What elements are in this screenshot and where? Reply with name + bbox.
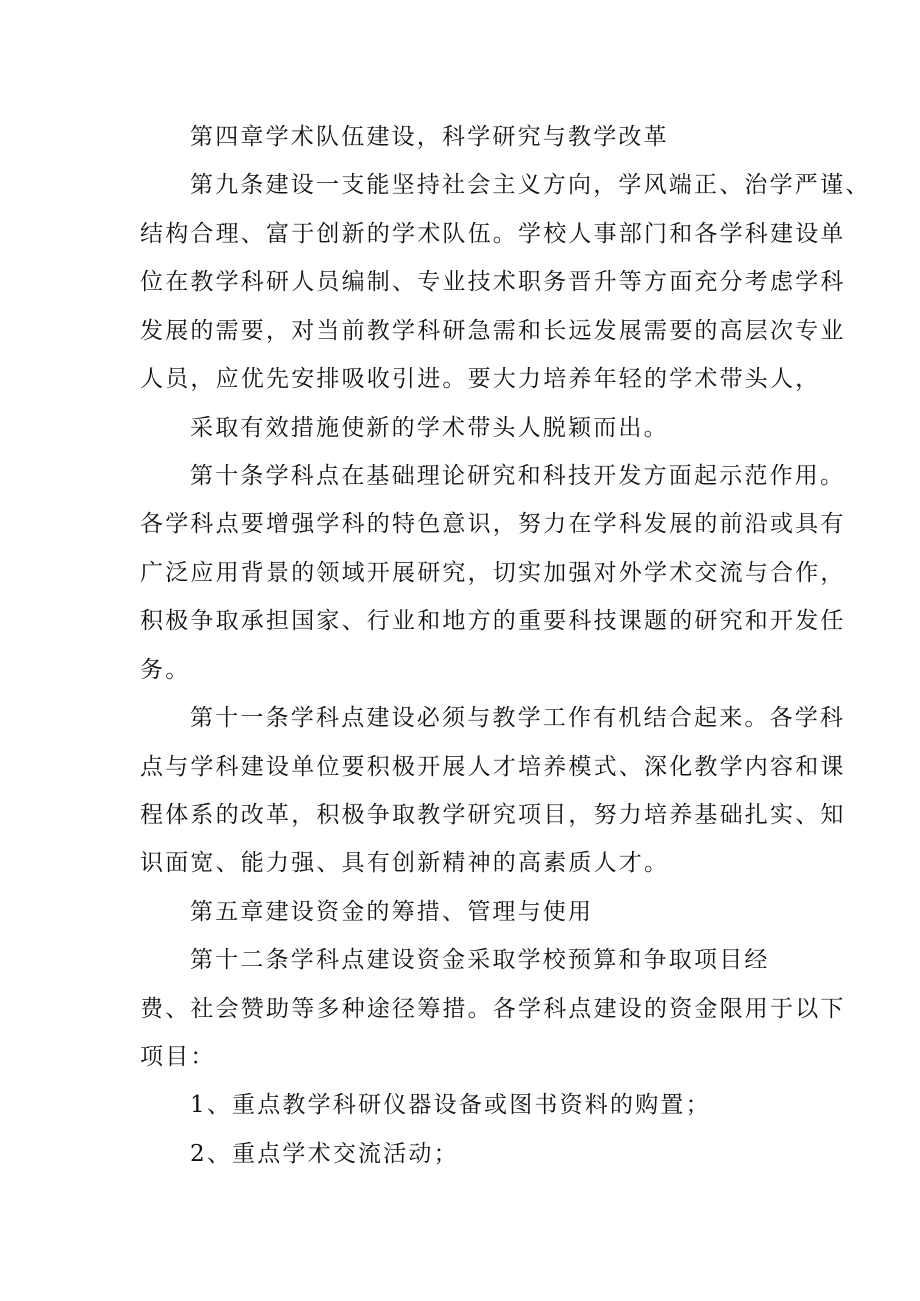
paragraph-line: 务。: [140, 657, 191, 683]
paragraph-line: 识面宽、能力强、具有创新精神的高素质人才。: [140, 850, 670, 876]
paragraph-line: 第九条建设一支能坚持社会主义方向，学风端正、治学严谨、: [190, 172, 871, 198]
chapter-heading: 第五章建设资金的筹措、管理与使用: [190, 899, 594, 925]
paragraph-line: 点与学科建设单位要积极开展人才培养模式、深化教学内容和课: [140, 754, 846, 780]
chapter-heading: 第四章学术队伍建设，科学研究与教学改革: [190, 124, 669, 150]
list-item: 2、重点学术交流活动；: [190, 1141, 459, 1167]
paragraph-line: 第十二条学科点建设资金采取学校预算和争取项目经: [190, 947, 770, 973]
paragraph-line: 第十条学科点在基础理论研究和科技开发方面起示范作用。: [190, 463, 846, 489]
paragraph-line: 采取有效措施使新的学术带头人脱颖而出。: [190, 415, 669, 441]
paragraph-line: 广泛应用背景的领域开展研究，切实加强对外学术交流与合作，: [140, 560, 846, 586]
paragraph-line: 第十一条学科点建设必须与教学工作有机结合起来。各学科: [190, 705, 846, 731]
paragraph-line: 费、社会赞助等多种途径筹措。各学科点建设的资金限用于以下: [140, 996, 846, 1022]
paragraph-line: 项目：: [140, 1044, 216, 1070]
paragraph-line: 各学科点要增强学科的特色意识，努力在学科发展的前沿或具有: [140, 511, 846, 537]
paragraph-line: 程体系的改革，积极争取教学研究项目，努力培养基础扎实、知: [140, 802, 846, 828]
paragraph-line: 积极争取承担国家、行业和地方的重要科技课题的研究和开发任: [140, 608, 846, 634]
paragraph-line: 发展的需要，对当前教学科研急需和长远发展需要的高层次专业: [140, 318, 846, 344]
list-item: 1、重点教学科研仪器设备或图书资料的购置；: [190, 1092, 711, 1118]
paragraph-line: 人员，应优先安排吸收引进。要大力培养年轻的学术带头人，: [140, 366, 821, 392]
paragraph-line: 结构合理、富于创新的学术队伍。学校人事部门和各学科建设单: [140, 221, 846, 247]
paragraph-line: 位在教学科研人员编制、专业技术职务晋升等方面充分考虑学科: [140, 269, 846, 295]
